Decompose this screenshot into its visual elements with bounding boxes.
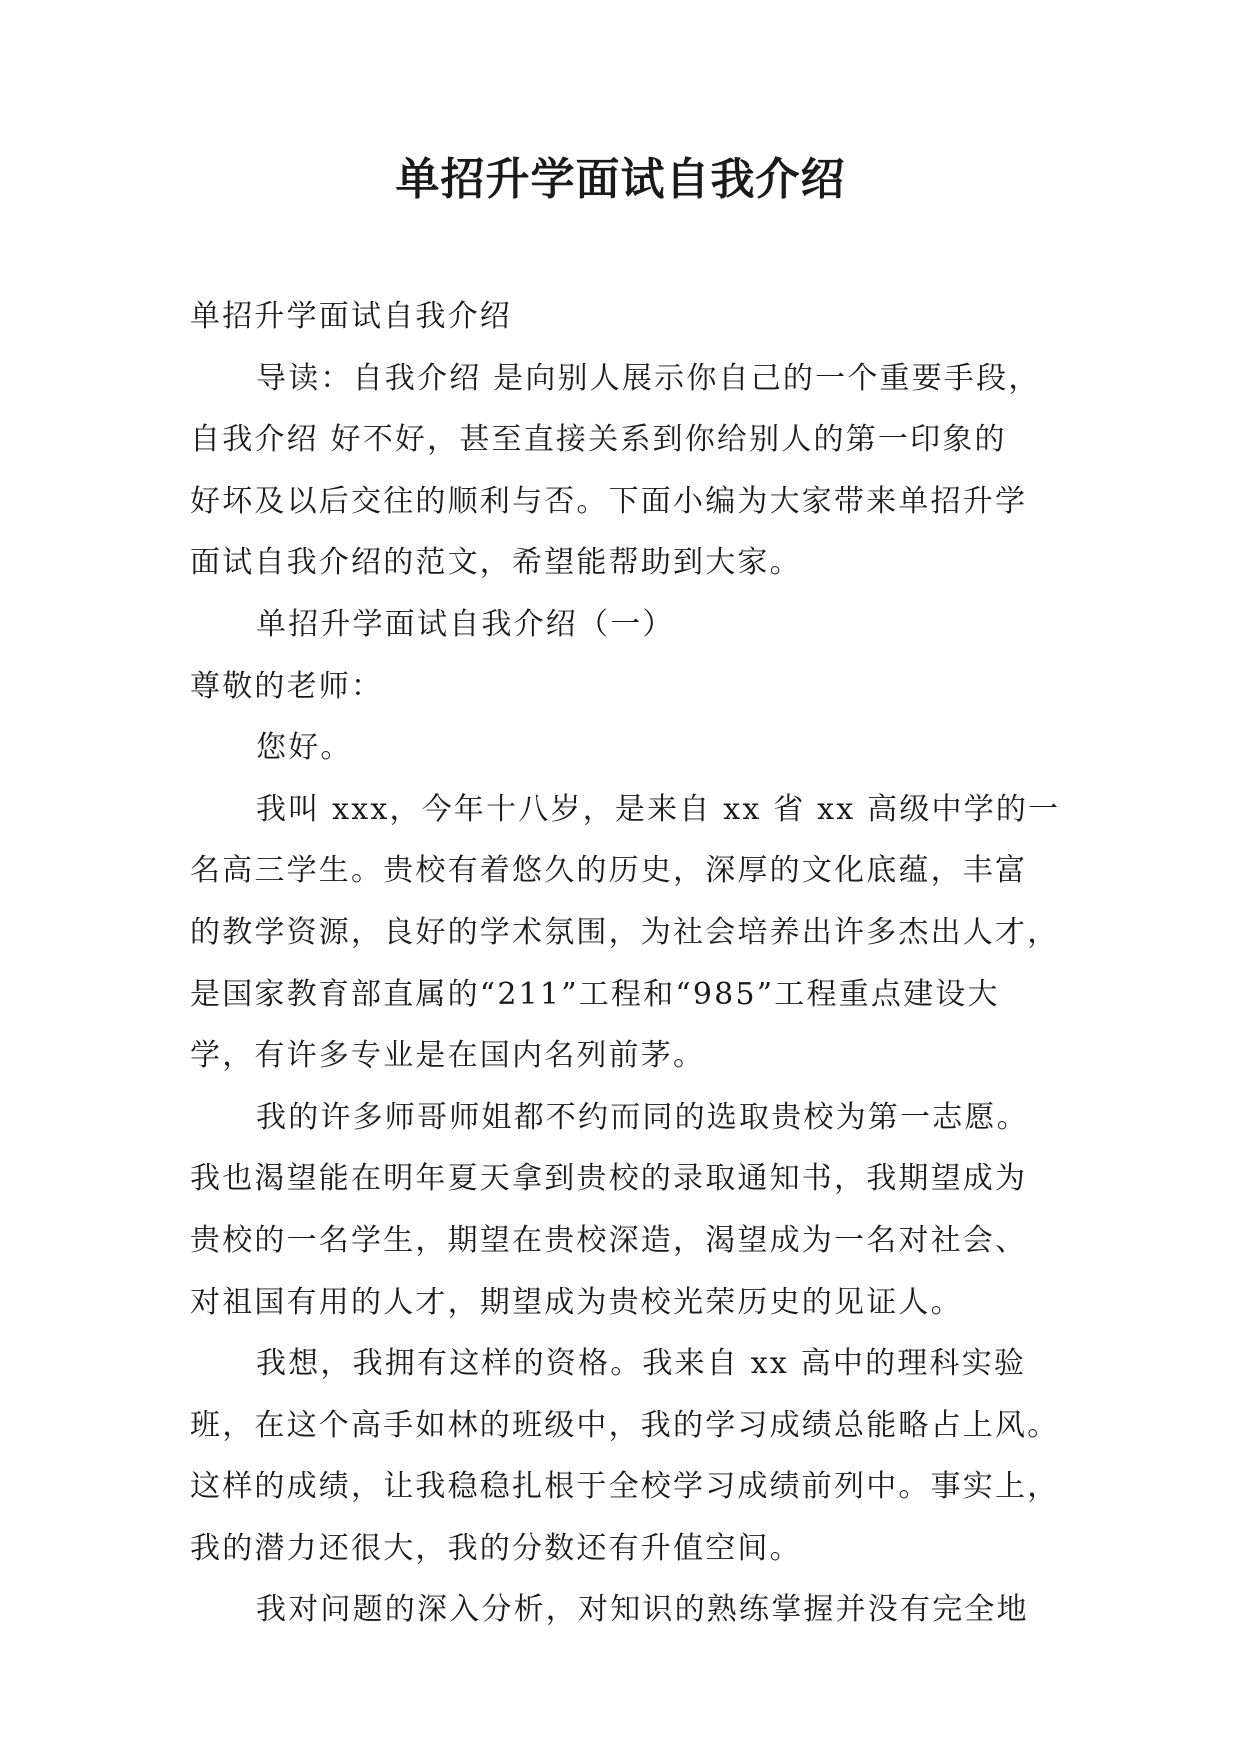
text-line: 自我介绍 好不好，甚至直接关系到你给别人的第一印象的 xyxy=(190,422,1007,458)
text-line: 这样的成绩，让我稳稳扎根于全校学习成绩前列中。事实上， xyxy=(190,1469,1060,1505)
salutation: 尊敬的老师： xyxy=(190,668,384,704)
text-line: 单招升学面试自我介绍 xyxy=(190,299,512,334)
text-line: 对祖国有用的人才，期望成为贵校光荣历史的见证人。 xyxy=(190,1284,963,1320)
text-line: 我的许多师哥师姐都不约而同的选取贵校为第一志愿。 xyxy=(256,1099,1029,1135)
text-line: 我想，我拥有这样的资格。我来自 xx 高中的理科实验 xyxy=(256,1346,1027,1382)
text-line: 名高三学生。贵校有着悠久的历史，深厚的文化底蕴，丰富 xyxy=(190,853,1028,889)
greeting: 您好。 xyxy=(256,730,353,766)
text-line: 我叫 xxx，今年十八岁，是来自 xx 省 xx 高级中学的一 xyxy=(256,791,1061,827)
document-body xyxy=(190,286,1061,1641)
text-line: 班，在这个高手如林的班级中，我的学习成绩总能略占上风。 xyxy=(190,1407,1060,1443)
text-line: 学，有许多专业是在国内名列前茅。 xyxy=(190,1038,706,1074)
text-line: 好坏及以后交往的顺利与否。下面小编为大家带来单招升学 xyxy=(190,483,1028,519)
text-line: 我对问题的深入分析，对知识的熟练掌握并没有完全地 xyxy=(256,1592,1029,1628)
text-line: 面试自我介绍的范文，希望能帮助到大家。 xyxy=(190,545,802,581)
text-line: 的教学资源，良好的学术氛围，为社会培养出许多杰出人才， xyxy=(190,914,1060,950)
text-line: 我的潜力还很大，我的分数还有升值空间。 xyxy=(190,1530,802,1566)
text-line: 贵校的一名学生，期望在贵校深造，渴望成为一名对社会、 xyxy=(190,1222,1028,1258)
section-heading: 单招升学面试自我介绍（一） xyxy=(256,606,675,642)
text-line: 我也渴望能在明年夏天拿到贵校的录取通知书，我期望成为 xyxy=(190,1161,1028,1197)
document-title: 单招升学面试自我介绍 xyxy=(395,154,846,205)
text-line: 导读：自我介绍 是向别人展示你自己的一个重要手段， xyxy=(256,360,1041,396)
text-line: 是国家教育部直属的“211”工程和“985”工程重点建设大 xyxy=(190,976,1000,1012)
